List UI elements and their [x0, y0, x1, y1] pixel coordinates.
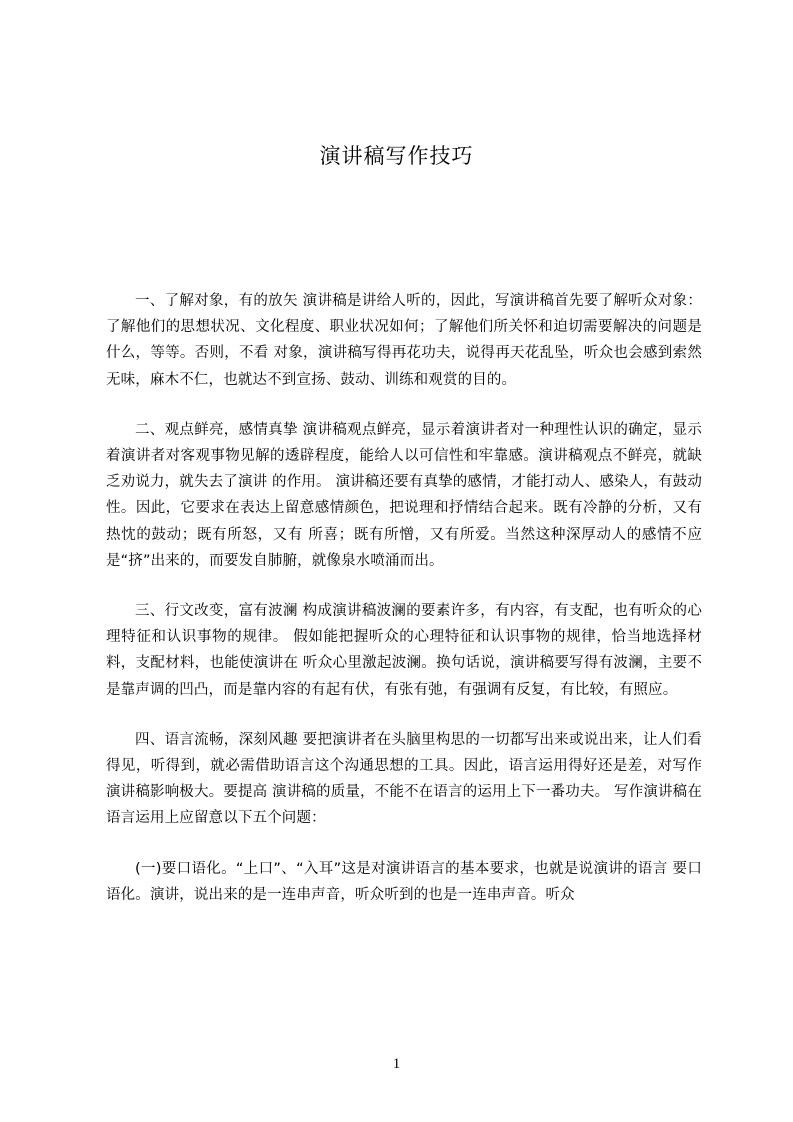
document-title: 演讲稿写作技巧	[319, 144, 474, 168]
paragraph-1: 一、了解对象，有的放矢 演讲稿是讲给人听的，因此，写演讲稿首先要了解听众对象：了解他们的思想状况、文化程度、职业状况如何；了解他们所关怀和迫切需要解决的问题是什么，等等。否则，不看 对象，演讲稿写得再花功夫，说得再天花乱坠，听众也会感到索然无味，麻木不仁，也就达不到宣扬、鼓动、训练和观赏的目的。	[106, 293, 702, 388]
paragraph-4: 四、语言流畅，深刻风趣 要把演讲者在头脑里构思的一切都写出来或说出来，让人们看得见，听得到，就必需借助语言这个沟通思想的工具。因此，语言运用得好还是差，对写作演讲稿影响极大。要提高 演讲稿的质量，不能不在语言的运用上下一番功夫。 写作演讲稿在语言运用上应留意以下五个问题：	[106, 731, 702, 827]
document-body	[106, 288, 702, 932]
paragraph-3: 三、行文改变，富有波澜 构成演讲稿波澜的要素许多，有内容，有支配，也有听众的心理特征和认识事物的规律。 假如能把握听众的心理特征和认识事物的规律，恰当地选择材料，支配材料，也能使演讲在 听众心里激起波澜。换句话说，演讲稿要写得有波澜，主要不是靠声调的凹凸，而是靠内容的有起有伏，有张有弛，有强调有反复，有比较，有照应。	[106, 603, 702, 698]
paragraph-2: 二、观点鲜亮，感情真挚 演讲稿观点鲜亮，显示着演讲者对一种理性认识的确定，显示着演讲者对客观事物见解的透辟程度，能给人以可信性和牢靠感。演讲稿观点不鲜亮，就缺乏劝说力，就失去了演讲 的作用。 演讲稿还要有真挚的感情，才能打动人、感染人，有鼓动性。因此，它要求在表达上留意感情颜色，把说理和抒情结合起来。既有冷静的分析，又有热忱的鼓动；既有所怒，又有 所喜；既有所憎，又有所爱。当然这种深厚动人的感情不应是“挤”出来的，而要发自肺腑，就像泉水喷涌而出。	[106, 421, 702, 569]
page-number: 1	[392, 1056, 401, 1072]
paragraph-5: (一)要口语化。“上口”、“入耳”这是对演讲语言的基本要求，也就是说演讲的语言 要口语化。演讲，说出来的是一连串声音，听众听到的也是一连串声音。听众	[106, 860, 702, 903]
